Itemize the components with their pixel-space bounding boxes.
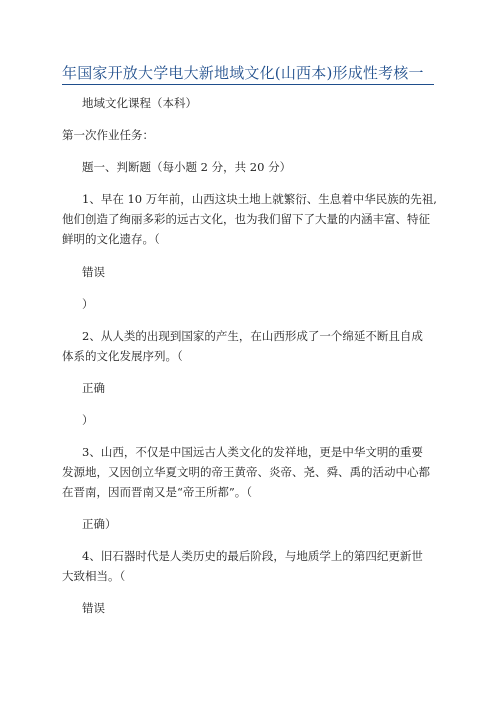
question-1-line-1: 1、早在 10 万年前，山西这块土地上就繁衍、生息着中华民族的先祖, [82,192,437,206]
question-2-line-2: 体系的文化发展序列。（ [62,349,183,363]
question-3-line-1: 3、山西，不仅是中国远古人类文化的发祥地，更是中华文明的重要 [82,445,423,459]
question-3-line-2: 发源地，又因创立华夏文明的帝王黄帝、炎帝、尧、舜、禹的活动中心都 [62,465,430,479]
section-heading: 题一、判断题（每小题 2 分，共 20 分） [82,160,292,174]
question-3-line-3: 在晋南，因而晋南又是“帝王所都”。（ [62,485,253,499]
title-underline [62,84,434,85]
question-4-line-1: 4、旧石器时代是人类历史的最后阶段，与地质学上的第四纪更新世 [82,549,423,563]
question-1-line-3: 鲜明的文化遗存。（ [62,232,160,246]
question-2-line-1: 2、从人类的出现到国家的产生，在山西形成了一个绵延不断且自成 [82,329,423,343]
question-4-line-2: 大致相当。（ [62,569,126,583]
question-4-answer: 错误 [82,601,105,615]
question-2-answer: 正确 [82,381,105,395]
question-2-close: ） [82,413,94,427]
question-3-answer: 正确） [82,517,117,531]
document-title: 年国家开放大学电大新地域文化(山西本)形成性考核一 [62,64,424,82]
question-1-answer: 错误 [82,265,105,279]
course-name: 地域文化课程（本科） [82,96,197,110]
assignment-heading: 第一次作业任务： [62,128,154,142]
question-1-close: ） [82,297,94,311]
question-1-line-2: 他们创造了绚丽多彩的远古文化，也为我们留下了大量的内涵丰富、特征 [62,212,430,226]
